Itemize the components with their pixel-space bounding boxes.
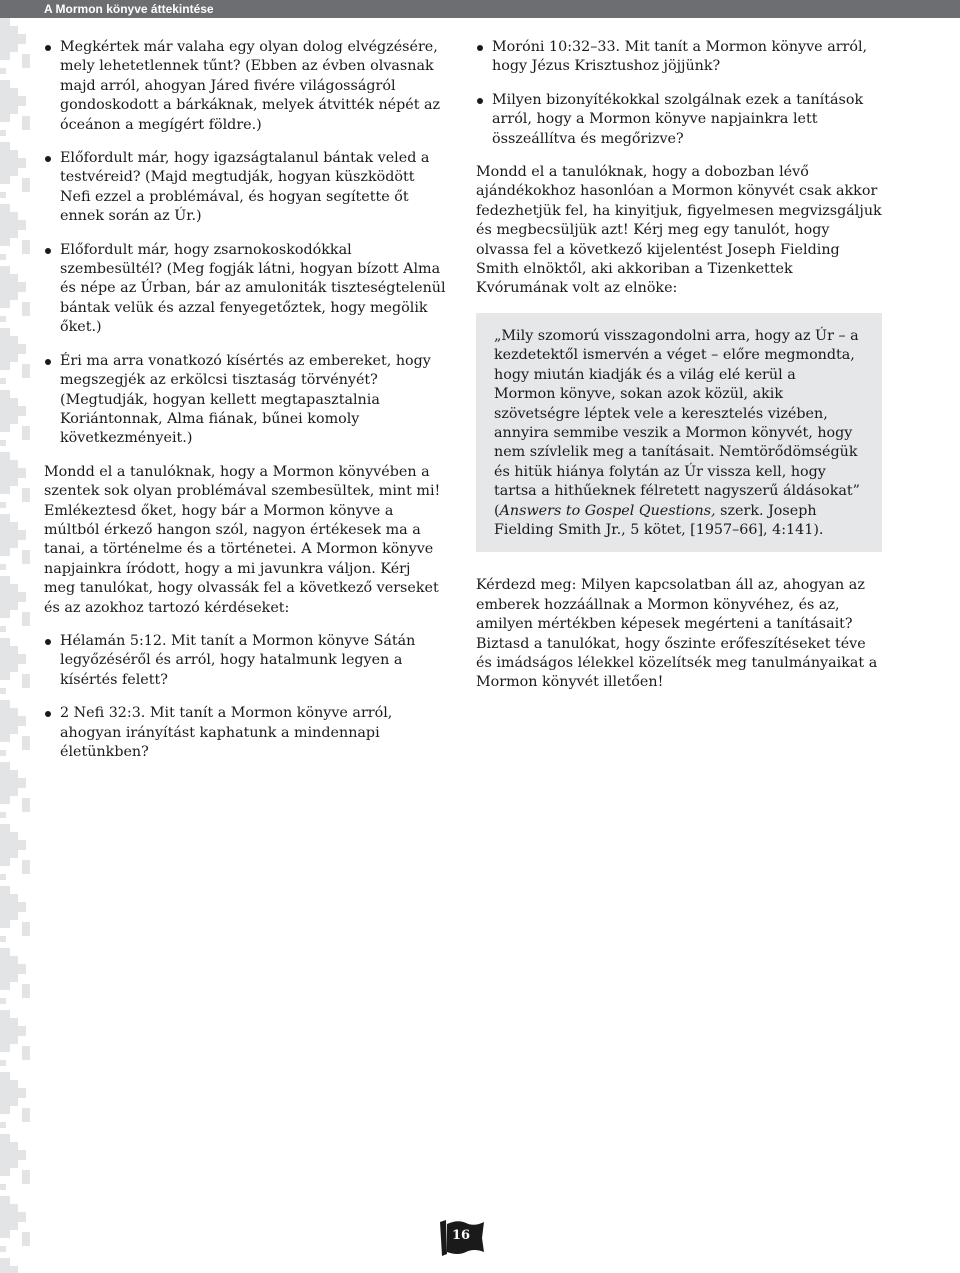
bullet-item: Éri ma arra vonatkozó kísértés az embereket, hogy megszegjék az erkölcsi tisztaság törvényét? (Megtudják, hogyan kellett megtapasztalnia Koriántonnak, Alma fiának, bűnei komoly következményeit.)	[44, 352, 446, 449]
bullet-item: Megkértek már valaha egy olyan dolog elvégzésére, mely lehetetlennek tűnt? (Ebben az évben olvasnak majd arról, ahogyan Járed fivére világosságról gondoskodott a bárkáknak, melyek átvitték népét az óceánon a megígért földre.)	[44, 38, 446, 135]
scripture-question-item: Moróni 10:32–33. Mit tanít a Mormon könyve arról, hogy Jézus Krisztushoz jöjjünk?	[476, 38, 882, 77]
right-column	[476, 38, 882, 707]
scripture-question-item: 2 Nefi 32:3. Mit tanít a Mormon könyve arról, ahogyan irányítást kaphatunk a mindennapi életünkben?	[44, 704, 446, 762]
quote-box	[476, 313, 882, 552]
border-motif	[0, 18, 30, 74]
border-motif	[0, 762, 30, 818]
border-motif	[0, 576, 30, 632]
bullet-item: Előfordult már, hogy igazságtalanul bántak veled a testvéreid? (Majd megtudják, hogyan küszködött Nefi ezzel a problémával, és hogyan segítette őt ennek során az Úr.)	[44, 149, 446, 227]
border-motif	[0, 452, 30, 508]
border-motif	[0, 1258, 30, 1273]
decorative-border-pattern	[0, 18, 30, 1273]
page-number: 16	[451, 1228, 471, 1243]
quote-text: „Mily szomorú visszagondolni arra, hogy az Úr – a kezdetektől ismervén a véget – előre megmondta, hogy miután kiadják és a világ elé kerül a Mormon könyve, sokan azok közül, akik szövetségre léptek vele a keresztelés vizében, annyira semmibe veszik a Mormon könyvét, hogy nem szívlelik meg a tanításait. Nemtörődömségük és hitük hiánya folytán az Úr vissza kell, hogy tartsa a hithűeknek félretett nagyszerű áldásokat” (	[494, 327, 860, 519]
border-motif	[0, 948, 30, 1004]
border-motif	[0, 514, 30, 570]
body-paragraph: Mondd el a tanulóknak, hogy a dobozban lévő ajándékokhoz hasonlóan a Mormon könyvét csak akkor fedezhetjük fel, ha kinyitjuk, figyelmesen megvizsgáljuk és megbecsüljük azt! Kérj meg egy tanulót, hogy olvassa fel a következő kijelentést Joseph Fielding Smith elnöktől, aki akkoriban a Tizenkettek Kvórumának volt az elnöke:	[476, 164, 882, 297]
scripture-question-item: Hélamán 5:12. Mit tanít a Mormon könyve Sátán legyőzéséről és arról, hogy hatalmunk legyen a kísértés felett?	[44, 632, 446, 690]
border-motif	[0, 266, 30, 322]
border-motif	[0, 700, 30, 756]
border-motif	[0, 824, 30, 880]
border-motif	[0, 1134, 30, 1190]
border-motif	[0, 80, 30, 136]
quote-source-details: szerk. Joseph Fielding Smith Jr., 5 kötet, [1957–66], 4:141).	[494, 502, 824, 538]
border-motif	[0, 638, 30, 694]
border-motif	[0, 390, 30, 446]
left-column	[44, 38, 446, 776]
body-paragraph: Mondd el a tanulóknak, hogy a Mormon könyvében a szentek sok olyan problémával szembesültek, mint mi! Emlékeztesd őket, hogy bár a Mormon könyve a múltból érkező hangon szól, nagyon értékesek ma a tanai, a történelme és a történetei. A Mormon könyve napjainkra íródott, hogy a mi javunkra váljon. Kérj meg tanulókat, hogy olvassák fel a következő verseket és az azokhoz tartozó kérdéseket:	[44, 463, 441, 616]
border-motif	[0, 204, 30, 260]
running-header-title: A Mormon könyve áttekintése	[44, 2, 214, 16]
border-motif	[0, 328, 30, 384]
border-motif	[0, 1010, 30, 1066]
bullet-item: Előfordult már, hogy zsarnokoskodókkal szembesültél? (Meg fogják látni, hogyan bízott Alma és népe az Úrban, bár az amuloniták tiszteségtelenül bántak velük és azzal fenyegetőztek, hogy megölik őket.)	[44, 241, 446, 338]
border-motif	[0, 1072, 30, 1128]
border-motif	[0, 886, 30, 942]
header-bar	[0, 0, 960, 18]
border-motif	[0, 142, 30, 198]
bullet-item: Milyen bizonyítékokkal szolgálnak ezek a tanítások arról, hogy a Mormon könyve napjainkra lett összeállítva és megőrizve?	[476, 91, 882, 149]
border-motif	[0, 1196, 30, 1252]
body-paragraph: Kérdezd meg: Milyen kapcsolatban áll az, ahogyan az emberek hozzáállnak a Mormon könyvéhez, és az, amilyen mértékben képesek megérteni a tanításait? Biztasd a tanulókat, hogy őszinte erőfeszítéseket téve és imádságos lélekkel közelítsék meg tanulmányaikat a Mormon könyvét illetően!	[476, 577, 878, 691]
quote-source-title: Answers to Gospel Questions,	[499, 502, 716, 519]
